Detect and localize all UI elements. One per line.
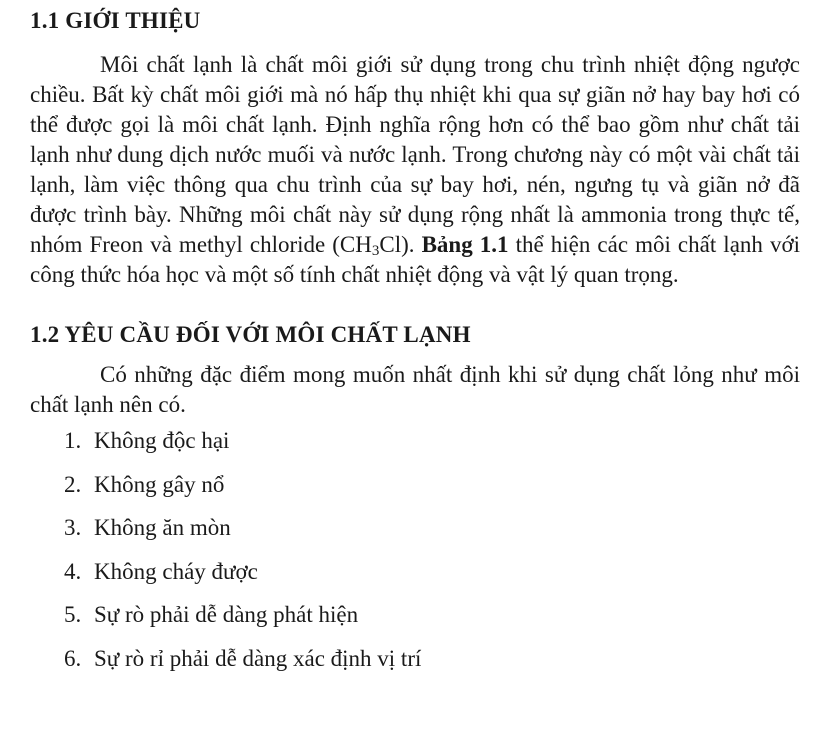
- list-item: [64, 426, 800, 470]
- paragraph-text-end: thể hiện các môi chất lạnh với công thức hóa học và một số tính chất nhiệt động và vật lý quan trọng.: [30, 232, 801, 287]
- section-1-paragraph: [30, 50, 800, 290]
- list-item-text: Sự rò phải dễ dàng phát hiện: [94, 602, 359, 627]
- list-item-text: Không độc hại: [94, 428, 230, 453]
- list-item-number: 1.: [64, 428, 82, 453]
- list-item-number: 5.: [64, 602, 82, 627]
- list-item: [64, 470, 800, 514]
- requirements-list: [30, 426, 800, 687]
- list-item-text: Sự rò rỉ phải dễ dàng xác định vị trí: [94, 645, 422, 671]
- document-page: [30, 0, 800, 687]
- list-item-text: Không ăn mòn: [94, 515, 231, 540]
- list-item: [64, 557, 800, 601]
- list-item-number: 6.: [64, 645, 82, 671]
- paragraph-text: Môi chất lạnh là chất môi giới sử dụng trong chu trình nhiệt động ngược chiều. Bất kỳ chất môi giới mà nó hấp thụ nhiệt khi qua sự giãn nở hay bay hơi có thể được gọi là môi chất lạnh. Định nghĩa rộng hơn có thể bao gồm như chất tải lạnh như dung dịch nước muối và nước lạnh. Trong chương này có một vài chất tải lạnh, làm việc thông qua chu trình của sự bay hơi, nén, ngưng tụ và giãn nở đã được trình bày. Những môi chất này sử dụng rộng nhất là ammonia trong thực tế, nhóm Freon và methyl chloride (CH: [30, 52, 800, 257]
- list-item-number: 2.: [64, 471, 82, 497]
- chemical-subscript: 3: [371, 243, 380, 259]
- list-item: [64, 600, 800, 644]
- section-2-paragraph: Có những đặc điểm mong muốn nhất định khi sử dụng chất lỏng như môi chất lạnh nên có.: [30, 362, 800, 417]
- list-item-number: 4.: [64, 558, 82, 584]
- list-item-number: 3.: [64, 515, 82, 540]
- table-reference: Bảng 1.1: [421, 232, 509, 257]
- list-item: [64, 513, 800, 557]
- section-2-heading: 1.2 YÊU CẦU ĐỐI VỚI MÔI CHẤT LẠNH: [30, 322, 471, 347]
- list-item-text: Không gây nổ: [94, 471, 225, 497]
- paragraph-text-cont: Cl).: [379, 232, 422, 257]
- list-item-text: Không cháy được: [94, 558, 258, 584]
- list-item: [64, 644, 800, 688]
- section-1-heading: 1.1 GIỚI THIỆU: [30, 8, 201, 33]
